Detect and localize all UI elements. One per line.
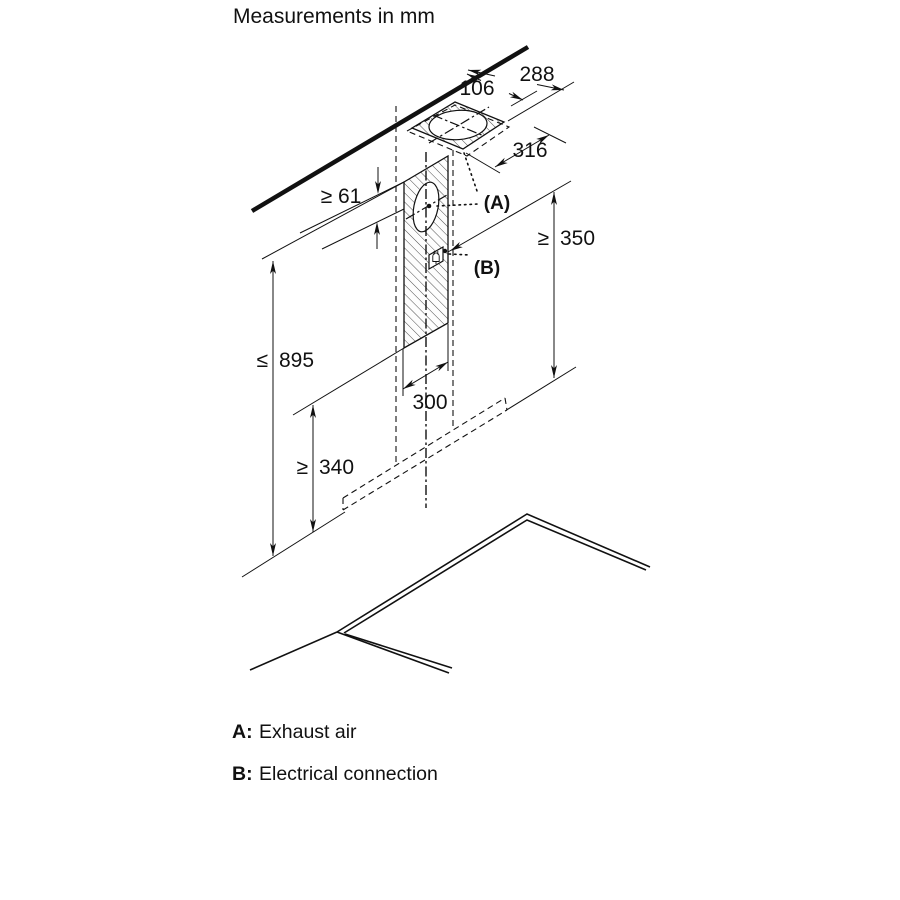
dim-895 (256, 182, 404, 556)
leader-b-dot (443, 249, 447, 253)
hob-inner-top (344, 520, 646, 633)
legend (232, 721, 438, 785)
dim-106 (459, 71, 524, 102)
callout-a-label: (A) (483, 193, 511, 214)
ref-line-hole-top (322, 209, 404, 249)
page-title: Measurements in mm (233, 5, 435, 28)
legend-label-a: Exhaust air (259, 721, 357, 743)
dim-350-sym: ≥ (537, 227, 549, 250)
legend-key-a: A: (232, 721, 253, 743)
hob-level-line (242, 367, 576, 577)
dim-350 (537, 192, 595, 378)
hob-outer-top (337, 514, 650, 632)
leader-b-horizontal (449, 254, 470, 255)
callout-b-label: (B) (473, 258, 501, 279)
dim-340 (293, 348, 404, 532)
dim-340-sym: ≥ (296, 456, 308, 479)
ref-line-connection-level (448, 181, 571, 252)
legend-label-b: Electrical connection (259, 763, 438, 785)
ext-line-106 (511, 91, 537, 106)
hood-outline-dashed (343, 398, 507, 510)
dim-288-label: 288 (519, 63, 555, 86)
dim-895-sym: ≤ (256, 349, 268, 372)
dim-61-label: ≥ 61 (320, 185, 362, 208)
leader-a-dot (427, 204, 432, 209)
dim-316 (493, 132, 550, 169)
dim-300-label: 300 (412, 391, 448, 414)
dim-106-label: 106 (459, 77, 495, 100)
hob-inner-return (345, 634, 452, 668)
dim-350-label: 350 (560, 227, 596, 250)
dim-895-label: 895 (279, 349, 315, 372)
hob-edge-lines (250, 514, 650, 673)
dim-316-label: 316 (512, 139, 548, 162)
counter-edge-left (250, 632, 337, 670)
hob-outer-return (337, 632, 449, 673)
ext-line-316-left (466, 153, 500, 173)
dim-340-label: 340 (319, 456, 355, 479)
legend-key-b: B: (232, 763, 253, 785)
dim-61 (300, 167, 404, 249)
